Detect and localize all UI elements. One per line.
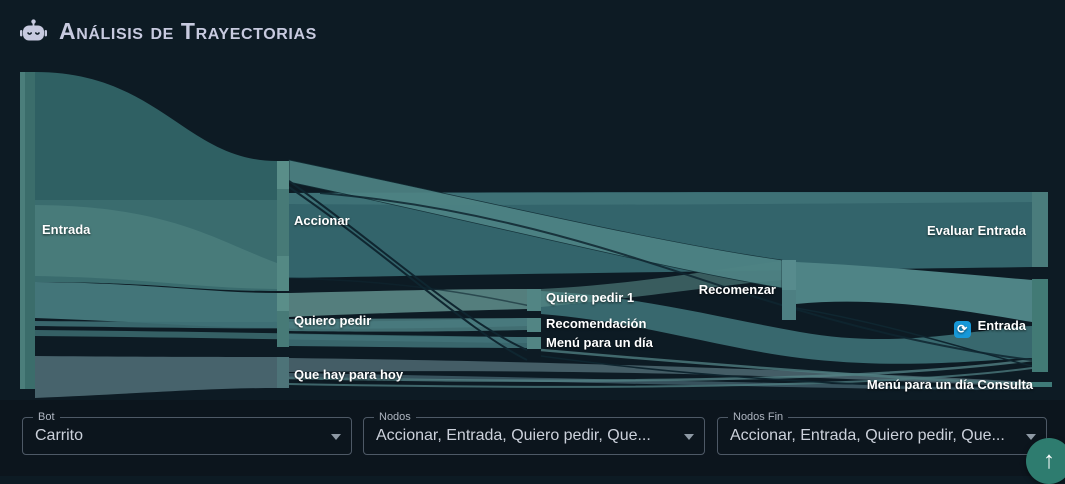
node-menu-dia-consulta[interactable]	[1030, 382, 1052, 387]
node-recomendacion[interactable]	[527, 318, 541, 332]
nodos-select-label: Nodos	[374, 410, 416, 424]
label-menu-dia: Menú para un día	[546, 335, 653, 350]
node-entrada-fin[interactable]	[1032, 279, 1048, 372]
nodos-select[interactable]	[363, 411, 705, 455]
page-title: Análisis de Trayectorias	[59, 17, 317, 44]
filter-bar	[0, 400, 1065, 476]
label-entrada: Entrada	[42, 222, 91, 237]
node-quiero-pedir-1[interactable]	[527, 289, 541, 311]
node-entrada-highlight	[20, 72, 25, 389]
label-recomenzar: Recomenzar	[698, 282, 776, 297]
label-menu-dia-consulta: Menú para un día Consulta	[866, 377, 1033, 392]
link-entrada-quehay	[35, 356, 277, 398]
chevron-down-icon	[684, 434, 694, 440]
nodos-fin-select-label: Nodos Fin	[728, 410, 788, 424]
label-recomendacion: Recomendación	[546, 316, 647, 331]
sync-badge-icon: ⟳	[954, 321, 971, 338]
label-entrada-fin	[954, 319, 1026, 338]
node-quiero-pedir-highlight	[277, 293, 289, 311]
link-recomenzar-entradafin	[796, 262, 1032, 322]
app-header	[0, 0, 1065, 62]
chevron-down-icon	[331, 434, 341, 440]
sankey-canvas	[0, 60, 1065, 400]
trajectory-sankey	[0, 60, 1065, 400]
node-accionar-highlight-mid	[277, 256, 289, 291]
node-recomenzar-highlight	[782, 260, 796, 290]
label-quiero-pedir: Quiero pedir	[294, 313, 372, 328]
link-entrada-accionar-a	[35, 72, 277, 200]
node-evaluar-entrada[interactable]	[1032, 192, 1048, 267]
bot-select-label: Bot	[33, 410, 60, 424]
node-menu-para-un-dia[interactable]	[527, 337, 541, 349]
scroll-top-fab[interactable]	[1026, 438, 1065, 484]
label-evaluar-entrada: Evaluar Entrada	[927, 223, 1026, 238]
node-accionar-highlight-top	[277, 161, 289, 189]
label-que-hay: Que hay para hoy	[294, 367, 404, 382]
chevron-down-icon	[1026, 434, 1036, 440]
node-que-hay-para-hoy[interactable]	[277, 357, 289, 388]
nodos-fin-select[interactable]	[717, 411, 1047, 455]
bot-select-value: Carrito	[35, 427, 84, 444]
arrow-up-icon: ↑	[1043, 447, 1055, 474]
bot-select[interactable]	[22, 411, 352, 455]
label-entrada-fin-text: Entrada	[977, 318, 1026, 333]
label-accionar: Accionar	[294, 213, 350, 228]
label-quiero-pedir-1: Quiero pedir 1	[546, 290, 635, 305]
nodos-select-value: Accionar, Entrada, Quiero pedir, Que...	[376, 427, 651, 444]
robot-icon	[20, 19, 47, 44]
nodos-fin-select-value: Accionar, Entrada, Quiero pedir, Que...	[730, 427, 1005, 444]
